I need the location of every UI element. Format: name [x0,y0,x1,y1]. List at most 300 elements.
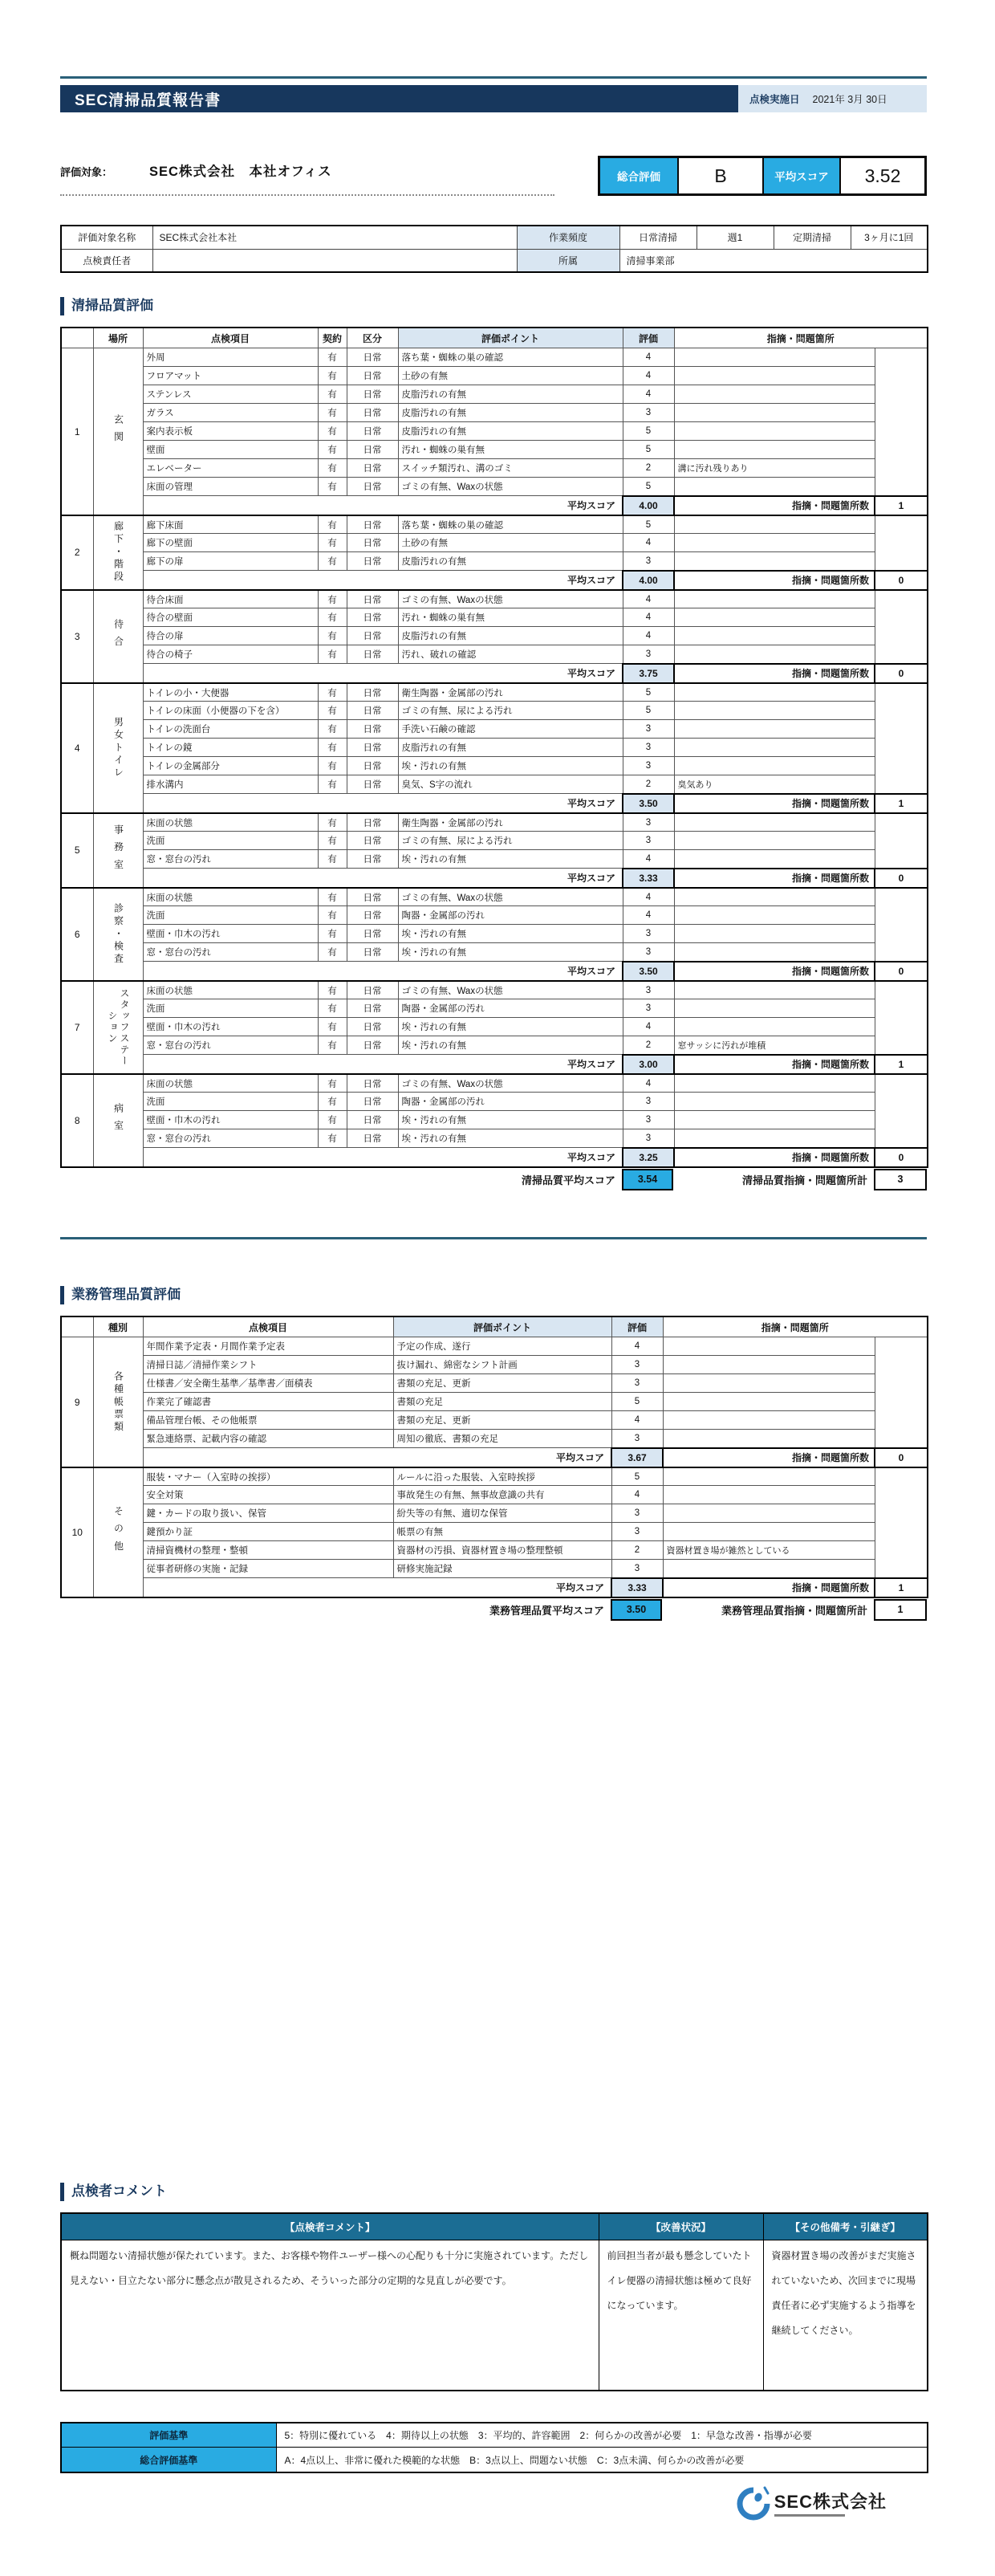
item-name: トイレの鏡 [143,739,318,757]
evaluation-point: 落ち葉・蜘蛛の巣の確認 [398,515,623,534]
issue-note [674,608,875,627]
score-value: 4 [623,888,674,906]
inspection-row [61,925,928,943]
contract-flag: 有 [318,757,347,775]
evaluation-point: 陶器・金属部の汚れ [398,999,623,1018]
score-value: 3 [611,1504,663,1523]
category-value: 日常 [347,645,398,664]
group-label-text: 男女トイレ [112,716,124,779]
score-value: 4 [623,385,674,404]
number-column-header [61,1316,93,1337]
item-name: 床面の状態 [143,813,318,832]
issue-note [674,981,875,999]
evaluation-point: 埃・汚れの有無 [398,1036,623,1055]
daily-cleaning-value: 週1 [696,226,774,249]
subtotal-count-label: 指摘・問題箇所数 [674,496,875,515]
overall-grade-value: B [677,158,762,193]
issue-note [663,1374,875,1393]
number-column-header [61,328,93,348]
category-value: 日常 [347,1129,398,1148]
contract-flag: 有 [318,1093,347,1111]
evaluation-point: 土砂の有無 [398,534,623,552]
group-issue-count: 0 [875,1148,928,1167]
evaluation-point: 周知の徹底、書類の充足 [393,1430,611,1448]
management-section-heading: 業務管理品質評価 [60,1286,927,1304]
item-name: 窓・窓台の汚れ [143,943,318,962]
evaluation-point: ゴミの有無、尿による汚れ [398,702,623,720]
category-value: 日常 [347,832,398,850]
group-label [93,515,143,590]
inspection-row [61,348,928,367]
contract-flag: 有 [318,888,347,906]
subtotal-count-label: 指摘・問題箇所数 [663,1578,875,1597]
subtotal-avg-label: 平均スコア [143,869,623,888]
issue-note [674,478,875,496]
contract-flag: 有 [318,441,347,459]
issue-note [674,534,875,552]
overall-criteria-row [61,2448,928,2472]
category-value: 日常 [347,775,398,794]
score-value: 5 [623,515,674,534]
inspection-row [61,1467,928,1486]
category-value: 日常 [347,422,398,441]
group-average-score: 3.00 [623,1055,674,1074]
score-value: 3 [623,1129,674,1148]
item-name: 待合の扉 [143,627,318,645]
category-value: 日常 [347,683,398,702]
score-value: 3 [611,1356,663,1374]
item-name: 壁面・巾木の汚れ [143,1111,318,1129]
average-score-value: 3.52 [839,158,924,193]
contract-flag: 有 [318,1111,347,1129]
inspection-row [61,739,928,757]
item-name: 洗面 [143,1093,318,1111]
evaluation-point: 皮脂汚れの有無 [398,404,623,422]
inspection-row [61,1393,928,1411]
inspection-row [61,1337,928,1356]
periodic-cleaning-value: 3ヶ月に1回 [851,226,928,249]
inspection-row [61,1074,928,1093]
evaluation-point: 資器材の汚損、資器材置き場の整理整頓 [393,1541,611,1560]
group-issue-count: 0 [875,962,928,981]
group-subtotal-row [61,869,928,888]
item-name: 待合の壁面 [143,608,318,627]
item-name: 安全対策 [143,1486,393,1504]
score-value: 4 [623,534,674,552]
score-value: 5 [623,441,674,459]
group-label [93,1467,143,1597]
management-total-count-label: 業務管理品質指摘・問題箇所計 [721,1604,867,1617]
contract-flag: 有 [318,943,347,962]
category-value: 日常 [347,943,398,962]
item-name: ガラス [143,404,318,422]
issue-note [663,1337,875,1356]
inspection-row [61,1523,928,1541]
contract-flag: 有 [318,552,347,571]
issue-note [674,888,875,906]
issue-note [674,683,875,702]
inspection-row [61,404,928,422]
inspection-row [61,702,928,720]
score-value: 4 [623,906,674,925]
group-label-text: 診察・検査 [112,902,124,966]
evaluation-point: 陶器・金属部の汚れ [398,906,623,925]
category-column-header: 区分 [347,328,398,348]
overall-criteria-label: 総合評価基準 [61,2448,276,2472]
item-name: 廊下の壁面 [143,534,318,552]
category-value: 日常 [347,757,398,775]
department-value: 清掃事業部 [619,249,928,272]
item-name: 壁面・巾木の汚れ [143,925,318,943]
issue-note [674,999,875,1018]
inspection-row [61,1129,928,1148]
group-label [93,888,143,981]
overall-grade-label: 総合評価 [600,158,677,193]
contract-flag: 有 [318,590,347,608]
evaluation-point: 埃・汚れの有無 [398,1111,623,1129]
management-total-avg-value: 3.50 [611,1599,662,1621]
category-value: 日常 [347,1111,398,1129]
inspection-row [61,1356,928,1374]
contract-flag: 有 [318,1018,347,1036]
contract-flag: 有 [318,1129,347,1148]
contract-flag: 有 [318,702,347,720]
inspection-row [61,888,928,906]
manager-value [152,249,517,272]
group-label-text: スタッフステーション [107,987,130,1067]
contract-flag: 有 [318,739,347,757]
issue-note [674,832,875,850]
inspection-row [61,720,928,739]
evaluation-point: ルールに沿った服装、入室時挨拶 [393,1467,611,1486]
item-column-header: 点検項目 [143,328,318,348]
group-number: 1 [61,348,93,515]
group-issue-count: 0 [875,571,928,590]
score-value: 2 [623,775,674,794]
logo-tagline [774,2514,845,2517]
group-label-text: 病室 [112,1103,124,1138]
issue-note: 溝に汚れ残りあり [674,459,875,478]
score-criteria-label: 評価基準 [61,2423,276,2448]
item-name: 外周 [143,348,318,367]
evaluation-point: 皮脂汚れの有無 [398,739,623,757]
subtotal-avg-label: 平均スコア [143,794,623,813]
evaluation-target [60,161,554,196]
cleaning-section-heading: 清掃品質評価 [60,297,927,315]
subtotal-count-label: 指摘・問題箇所数 [674,869,875,888]
item-name: 鍵・カードの取り扱い、保管 [143,1504,393,1523]
type-column-header: 種別 [93,1316,143,1337]
issue-note [663,1356,875,1374]
group-label [93,1074,143,1167]
item-name: トイレの床面（小便器の下を含） [143,702,318,720]
contract-flag: 有 [318,832,347,850]
subtotal-count-label: 指摘・問題箇所数 [674,571,875,590]
score-value: 2 [623,1036,674,1055]
item-name: 洗面 [143,999,318,1018]
evaluation-point: ゴミの有無、Waxの状態 [398,888,623,906]
contract-flag: 有 [318,925,347,943]
inspection-row [61,1430,928,1448]
contract-column-header: 契約 [318,328,347,348]
category-value: 日常 [347,348,398,367]
group-label [93,348,143,515]
evaluation-point: 紛失等の有無、適切な保管 [393,1504,611,1523]
item-name: トイレの小・大便器 [143,683,318,702]
evaluation-point: 汚れ・蜘蛛の巣有無 [398,608,623,627]
evaluation-point: 書類の充足、更新 [393,1411,611,1430]
daily-cleaning-label: 日常清掃 [619,226,696,249]
inspection-row [61,1111,928,1129]
department-label: 所属 [517,249,619,272]
item-name: 廊下床面 [143,515,318,534]
issue-note [674,552,875,571]
group-issue-count: 1 [875,496,928,515]
contract-flag: 有 [318,534,347,552]
evaluation-point: 書類の充足、更新 [393,1374,611,1393]
issue-note [663,1411,875,1430]
contract-flag: 有 [318,385,347,404]
issue-note [663,1467,875,1486]
cleaning-total-count-label: 清掃品質指摘・問題箇所計 [741,1174,867,1186]
evaluation-point: 埃・汚れの有無 [398,850,623,869]
group-number: 7 [61,981,93,1074]
score-value: 5 [623,683,674,702]
score-value: 4 [623,627,674,645]
inspection-row [61,645,928,664]
category-value: 日常 [347,739,398,757]
group-average-score: 4.00 [623,571,674,590]
evaluation-target-label: 評価対象： [60,166,113,178]
point-column-header: 評価ポイント [398,328,623,348]
subtotal-count-label: 指摘・問題箇所数 [663,1448,875,1467]
group-subtotal-row [61,571,928,590]
item-name: 窓・窓台の汚れ [143,850,318,869]
score-value: 3 [611,1523,663,1541]
category-value: 日常 [347,552,398,571]
contract-flag: 有 [318,1074,347,1093]
issue-note [674,702,875,720]
inspection-row [61,367,928,385]
subtotal-avg-label: 平均スコア [143,1148,623,1167]
evaluation-point: 手洗い石鹸の確認 [398,720,623,739]
cleaning-total-avg-value: 3.54 [622,1169,673,1190]
issue-note [674,645,875,664]
score-value: 4 [611,1337,663,1356]
issue-note [674,943,875,962]
score-value: 3 [623,981,674,999]
inspection-row [61,1541,928,1560]
item-name: 作業完了確認書 [143,1393,393,1411]
inspection-row [61,775,928,794]
footer [60,2486,927,2523]
contract-flag: 有 [318,775,347,794]
item-name: ステンレス [143,385,318,404]
category-value: 日常 [347,590,398,608]
evaluation-point: 埃・汚れの有無 [398,1129,623,1148]
issue-note [674,627,875,645]
item-name: 床面の状態 [143,888,318,906]
issue-note [674,367,875,385]
site-name-value: SEC株式会社本社 [152,226,517,249]
category-value: 日常 [347,534,398,552]
item-name: 壁面 [143,441,318,459]
category-value: 日常 [347,702,398,720]
evaluation-point: 皮脂汚れの有無 [398,627,623,645]
cleaning-grand-total-row [60,1169,927,1190]
average-score-label: 平均スコア [762,158,839,193]
frequency-label: 作業頻度 [517,226,619,249]
note-column-header: 指摘・問題箇所 [674,328,928,348]
category-value: 日常 [347,608,398,627]
item-name: 床面の管理 [143,478,318,496]
item-name: 洗面 [143,906,318,925]
score-value: 4 [623,850,674,869]
periodic-cleaning-label: 定期清掃 [774,226,851,249]
group-label-text: 事務室 [112,824,124,877]
subtotal-avg-label: 平均スコア [143,664,623,683]
title-bar [60,85,927,112]
category-value: 日常 [347,888,398,906]
group-subtotal-row [61,1148,928,1167]
inspection-row [61,832,928,850]
group-label-text: 各種帳票類 [112,1370,124,1434]
item-name: エレベーター [143,459,318,478]
inspection-row [61,441,928,459]
issue-note [674,590,875,608]
score-value: 5 [611,1467,663,1486]
group-number: 10 [61,1467,93,1597]
subtotal-avg-label: 平均スコア [143,1055,623,1074]
category-value: 日常 [347,1093,398,1111]
contract-flag: 有 [318,720,347,739]
evaluation-point: 予定の作成、遂行 [393,1337,611,1356]
group-issue-count: 0 [875,869,928,888]
category-value: 日常 [347,981,398,999]
score-value: 5 [611,1393,663,1411]
group-number: 4 [61,683,93,813]
evaluation-point: スイッチ類汚れ、溝のゴミ [398,459,623,478]
item-name: 清掃日誌／清掃作業シフト [143,1356,393,1374]
group-number: 6 [61,888,93,981]
item-name: 年間作業予定表・月間作業予定表 [143,1337,393,1356]
subtotal-avg-label: 平均スコア [143,571,623,590]
evaluation-point: 埃・汚れの有無 [398,1018,623,1036]
evaluation-point: 埃・汚れの有無 [398,925,623,943]
comments-body-row [61,2240,928,2391]
evaluation-point: 皮脂汚れの有無 [398,552,623,571]
score-criteria-text: 5：特別に優れている 4：期待以上の状態 3：平均的、許容範囲 2：何らかの改善が必要 1：早急な改善・指導が必要 [276,2423,928,2448]
item-name: 窓・窓台の汚れ [143,1036,318,1055]
cleaning-quality-table [60,327,928,1168]
item-name: 床面の状態 [143,1074,318,1093]
evaluation-point: 陶器・金属部の汚れ [398,1093,623,1111]
group-label-text: その他 [112,1506,124,1559]
item-name: 待合の椅子 [143,645,318,664]
improvement-status-body: 前回担当者が最も懸念していたトイレ便器の清掃状態は極めて良好になっています。 [599,2240,763,2391]
management-total-count-value: 1 [874,1599,927,1621]
issue-note [663,1504,875,1523]
subtotal-count-label: 指摘・問題箇所数 [674,1055,875,1074]
group-issue-count: 0 [875,1448,928,1467]
score-value: 3 [623,832,674,850]
group-average-score: 3.50 [623,962,674,981]
inspection-row [61,515,928,534]
evaluation-point: 事故発生の有無、無事故意識の共有 [393,1486,611,1504]
evaluation-point: 土砂の有無 [398,367,623,385]
item-name: 鍵預かり証 [143,1523,393,1541]
group-number: 5 [61,813,93,888]
management-grand-total-row [60,1599,927,1621]
remarks-handover-body: 資器材置き場の改善がまだ実施されていないため、次回までに現場責任者に必ず実施するよう指導を継続してください。 [763,2240,928,2391]
subtotal-count-label: 指摘・問題箇所数 [674,794,875,813]
group-number: 3 [61,590,93,683]
score-value: 4 [623,1018,674,1036]
contract-flag: 有 [318,645,347,664]
category-value: 日常 [347,999,398,1018]
management-total-avg-label: 業務管理品質平均スコア [489,1604,604,1617]
inspection-row [61,534,928,552]
inspection-row [61,627,928,645]
evaluation-point: ゴミの有無、Waxの状態 [398,478,623,496]
inspection-row [61,422,928,441]
overall-criteria-text: A：4点以上、非常に優れた模範的な状態 B：3点以上、問題ない状態 C：3点未満、何らかの改善が必要 [276,2448,928,2472]
subtotal-count-label: 指摘・問題箇所数 [674,664,875,683]
inspection-row [61,1486,928,1504]
evaluation-point: ゴミの有無、尿による汚れ [398,832,623,850]
inspection-row [61,981,928,999]
contract-flag: 有 [318,813,347,832]
note-column-header: 指摘・問題箇所 [663,1316,928,1337]
category-value: 日常 [347,404,398,422]
item-name: 服装・マナー（入室時の挨拶） [143,1467,393,1486]
inspection-row [61,850,928,869]
issue-note [674,1093,875,1111]
inspection-date-value: 2021年 3月 30日 [812,94,887,105]
evaluation-point: 臭気、S字の流れ [398,775,623,794]
sec-logo-icon [736,2486,771,2523]
score-column-header: 評価 [623,328,674,348]
item-name: トイレの洗面台 [143,720,318,739]
group-subtotal-row [61,962,928,981]
cleaning-total-avg-label: 清掃品質平均スコア [521,1174,615,1186]
score-value: 5 [623,422,674,441]
group-number: 2 [61,515,93,590]
item-name: 排水溝内 [143,775,318,794]
comments-section-heading: 点検者コメント [60,2183,927,2201]
evaluation-point: 書類の充足 [393,1393,611,1411]
table-header-row [61,328,928,348]
issue-note [674,757,875,775]
score-value: 4 [623,608,674,627]
score-value: 3 [623,1093,674,1111]
group-label [93,683,143,813]
contract-flag: 有 [318,459,347,478]
group-average-score: 3.33 [611,1578,663,1597]
inspection-row [61,757,928,775]
contract-flag: 有 [318,999,347,1018]
group-label [93,590,143,683]
contract-flag: 有 [318,683,347,702]
issue-note [674,404,875,422]
contract-flag: 有 [318,608,347,627]
score-value: 5 [623,478,674,496]
issue-note [663,1486,875,1504]
group-average-score: 3.50 [623,794,674,813]
evaluation-point: ゴミの有無、Waxの状態 [398,590,623,608]
category-value: 日常 [347,385,398,404]
manager-label: 点検責任者 [61,249,152,272]
